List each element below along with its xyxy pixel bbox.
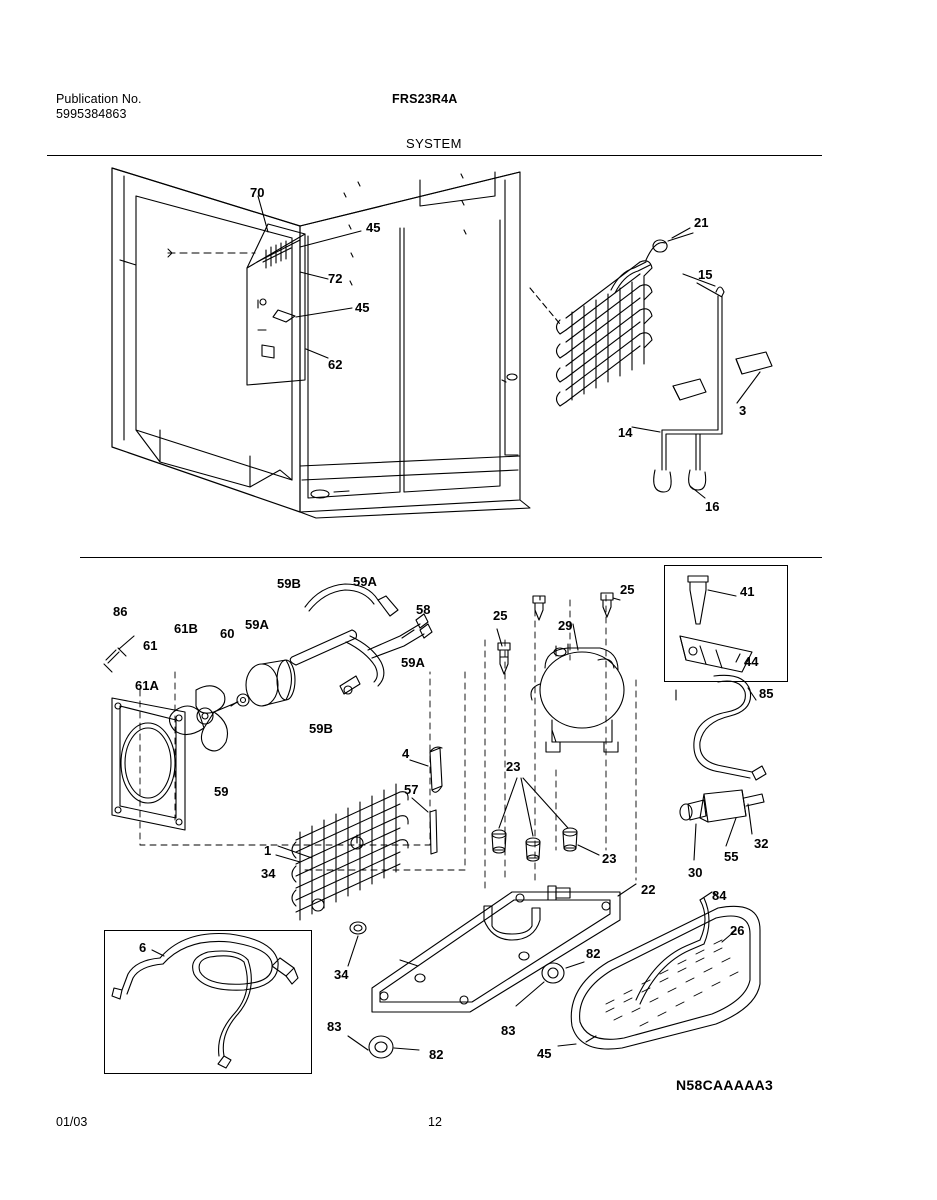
callout-4: 4 [402, 746, 410, 761]
diagram-code: N58CAAAAA3 [676, 1077, 774, 1093]
callout-62: 62 [328, 357, 343, 372]
publication-block [56, 92, 142, 122]
callout-85: 85 [759, 686, 774, 701]
callout-45-b: 45 [355, 300, 370, 315]
callout-82-a: 82 [586, 946, 601, 961]
callout-1: 1 [264, 843, 272, 858]
callout-22: 22 [641, 882, 656, 897]
callout-83-b: 83 [501, 1023, 516, 1038]
callout-59B-a: 59B [277, 576, 301, 591]
callout-23-b: 23 [602, 851, 617, 866]
callout-45-a: 45 [366, 220, 381, 235]
callout-34-a: 34 [261, 866, 276, 881]
callout-57: 57 [404, 782, 419, 797]
callout-26: 26 [730, 923, 745, 938]
callout-84: 84 [712, 888, 727, 903]
callout-44: 44 [744, 654, 759, 669]
callout-61A: 61A [135, 678, 159, 693]
callout-41: 41 [740, 584, 755, 599]
callout-14: 14 [618, 425, 633, 440]
callout-15: 15 [698, 267, 713, 282]
callout-86: 86 [113, 604, 128, 619]
callout-59A-b: 59A [245, 617, 269, 632]
model-number: FRS23R4A [392, 92, 458, 106]
section-title: SYSTEM [406, 136, 462, 151]
publication-label: Publication No. [56, 92, 142, 106]
callout-55: 55 [724, 849, 739, 864]
callout-61: 61 [143, 638, 158, 653]
callout-25-a: 25 [493, 608, 508, 623]
inset-box-hardware [664, 565, 788, 682]
callout-6: 6 [139, 940, 147, 955]
callout-32: 32 [754, 836, 769, 851]
callout-59B-b: 59B [309, 721, 333, 736]
publication-number: 5995384863 [56, 107, 127, 121]
callout-70: 70 [250, 185, 265, 200]
callout-60: 60 [220, 626, 235, 641]
callout-16: 16 [705, 499, 720, 514]
callout-58: 58 [416, 602, 431, 617]
callout-72: 72 [328, 271, 343, 286]
callout-45-c: 45 [537, 1046, 552, 1061]
callout-30: 30 [688, 865, 703, 880]
footer-date: 01/03 [56, 1115, 88, 1129]
callout-59: 59 [214, 784, 229, 799]
callout-21: 21 [694, 215, 709, 230]
callout-3: 3 [739, 403, 747, 418]
callout-23-a: 23 [506, 759, 521, 774]
callout-59A-a: 59A [353, 574, 377, 589]
callout-82-b: 82 [429, 1047, 444, 1062]
inset-box-power-cord [104, 930, 312, 1074]
callout-29: 29 [558, 618, 573, 633]
mid-rule [80, 557, 822, 558]
header-rule [47, 155, 822, 156]
callout-34-b: 34 [334, 967, 349, 982]
callout-25-b: 25 [620, 582, 635, 597]
callout-59A-c: 59A [401, 655, 425, 670]
callout-61B: 61B [174, 621, 198, 636]
footer-page-number: 12 [428, 1115, 442, 1129]
callout-83-a: 83 [327, 1019, 342, 1034]
